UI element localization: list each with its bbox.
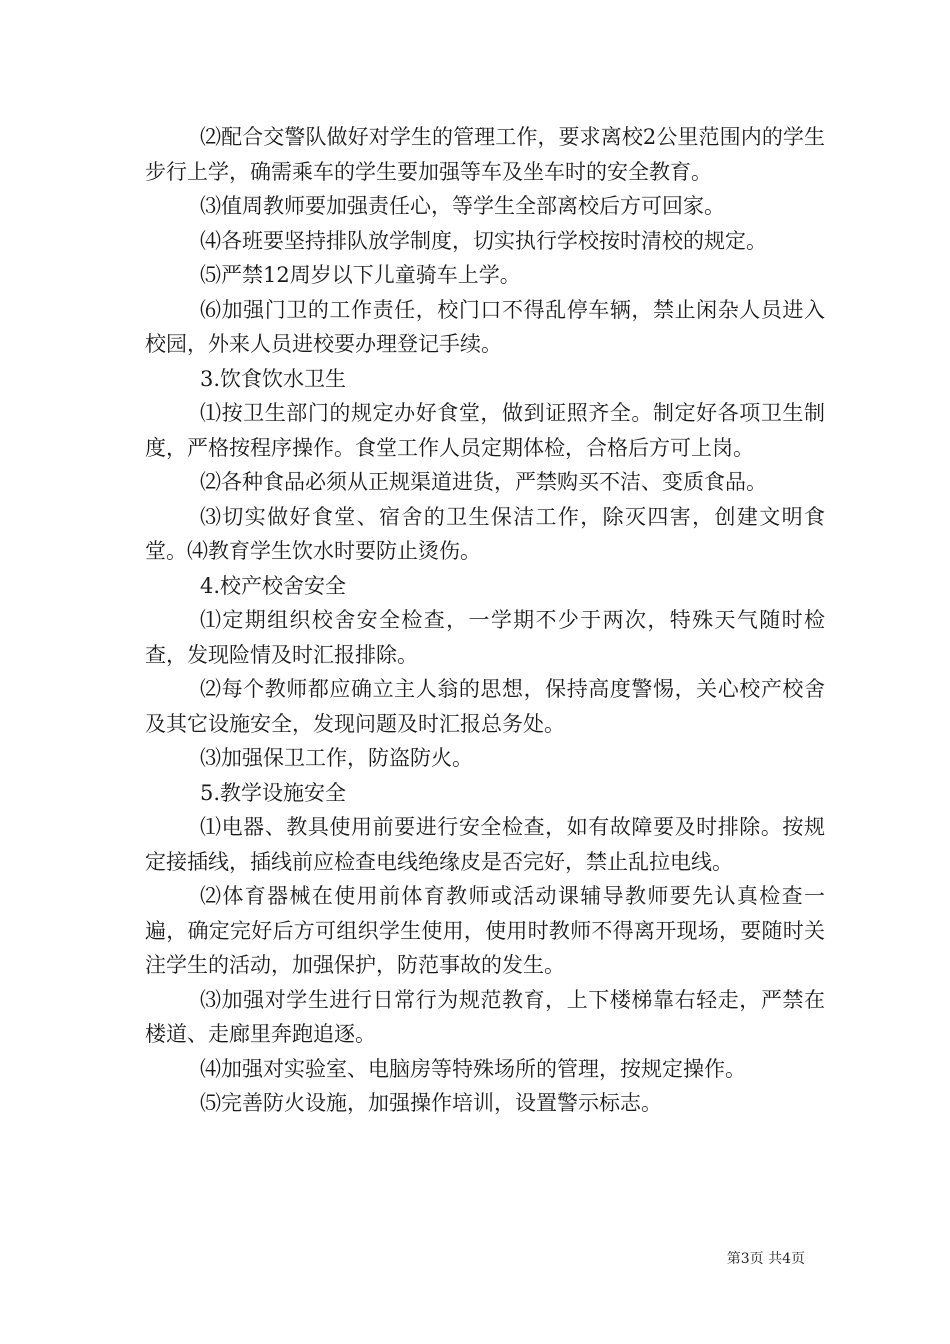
paragraph: ⑷加强对实验室、电脑房等特殊场所的管理，按规定操作。 [200, 1056, 746, 1081]
paragraph: ⑵体育器械在使用前体育教师或活动课辅导教师要先认真检查一遍，确定完好后方可组织学生使用，使用时教师不得离开现场，要随时关注学生的活动，加强保护，防范事故的发生。 [145, 884, 825, 977]
paragraph: ⑴定期组织校舍安全检查，一学期不少于两次，特殊天气随时检查，发现险情及时汇报排除。 [145, 608, 825, 667]
paragraph: ⑹加强门卫的工作责任，校门口不得乱停车辆，禁止闲杂人员进入校园，外来人员进校要办理登记手续。 [145, 297, 825, 356]
paragraph: ⑵各种食品必须从正规渠道进货，严禁购买不洁、变质食品。 [200, 470, 767, 494]
paragraph: ⑶值周教师要加强责任心，等学生全部离校后方可回家。 [200, 194, 725, 218]
page-number: 第3页 共4页 [726, 1251, 805, 1267]
paragraph: ⑸严禁12周岁以下儿童骑车上学。 [200, 263, 521, 287]
section-heading: 3.饮食饮水卫生 [200, 366, 347, 391]
paragraph: ⑷各班要坚持排队放学制度，切实执行学校按时清校的规定。 [200, 228, 767, 253]
paragraph: ⑶加强对学生进行日常行为规范教育，上下楼梯靠右轻走，严禁在楼道、走廊里奔跑追逐。 [145, 987, 825, 1046]
section-heading: 4.校产校舍安全 [200, 573, 347, 598]
document-body [145, 120, 825, 1121]
paragraph: ⑶切实做好食堂、宿舍的卫生保洁工作，除灭四害，创建文明食堂。⑷教育学生饮水时要防止烫伤。 [145, 504, 825, 563]
paragraph: ⑸完善防火设施，加强操作培训，设置警示标志。 [200, 1091, 662, 1115]
paragraph: ⑴电器、教具使用前要进行安全检查，如有故障要及时排除。按规定接插线，插线前应检查电线绝缘皮是否完好，禁止乱拉电线。 [145, 815, 825, 874]
section-heading: 5.教学设施安全 [200, 780, 347, 805]
paragraph: ⑵每个教师都应确立主人翁的思想，保持高度警惕，关心校产校舍及其它设施安全，发现问题及时汇报总务处。 [145, 677, 825, 736]
paragraph: ⑵配合交警队做好对学生的管理工作，要求离校2公里范围内的学生步行上学，确需乘车的学生要加强等车及坐车时的安全教育。 [145, 125, 825, 184]
paragraph: ⑴按卫生部门的规定办好食堂，做到证照齐全。制定好各项卫生制度，严格按程序操作。食堂工作人员定期体检，合格后方可上岗。 [145, 401, 825, 460]
paragraph: ⑶加强保卫工作，防盗防火。 [200, 746, 473, 770]
